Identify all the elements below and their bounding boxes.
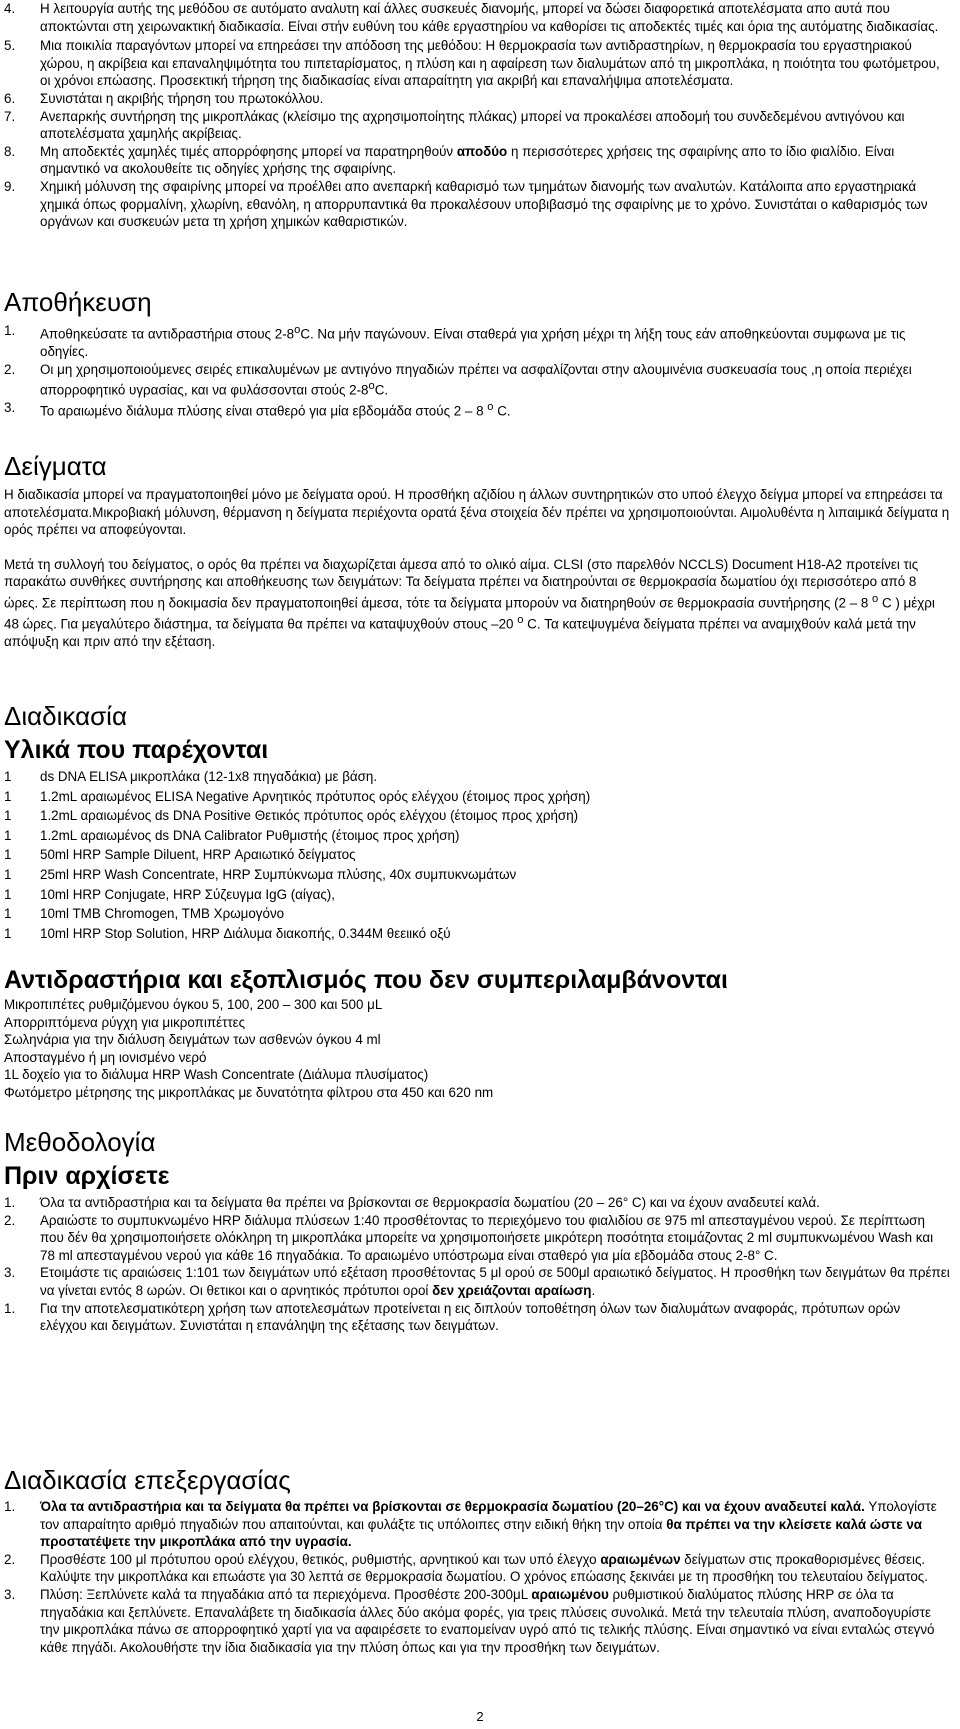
list-item: 9. Χημική μόλυνση της σφαιρίνης μπορεί να προέλθει απο ανεπαρκή καθαρισμό των τμημάτων διανομής των αναλυτών. Κατάλοιπα απο εργαστηριακά χημικά όπως φορμαλίνη, χλωρίνη, εθανόλη, η απορρυπαντικά θα προκαλέσουν υποβιβασμό της σφαιρίνης με το χρόνο. Συνιστάται ο καθαρισμός των οργάνων και συσκευών μετα τη χρήση χημικών καθαριστικών. — [4, 178, 928, 230]
list-item: 1. Αποθηκεύσατε τα αντιδραστήρια στους 2-8$^o$C. Να μήν παγώνουν. Είναι σταθερά για χρήση μέχρι τη λήξη τους εάν αποθηκεύονται συμφωνα με τις οδηγίες. — [4, 323, 906, 360]
procedure-section — [4, 702, 956, 942]
before-heading: Πριν αρχίσετε — [4, 1162, 170, 1190]
list-item: 7. Ανεπαρκής συντήρηση της μικροπλάκας (κλείσιμο της αχρησιμοποίητης πλάκας) μπορεί να προκαλέσει αποδομή του συνδεδεμένου αντιγόνου και αποτελέσματα χαμηλής ακρίβειας. — [4, 108, 905, 142]
storage-heading: Αποθήκευση — [4, 287, 152, 317]
list-item: 5. Μια ποικιλία παραγόντων μπορεί να επηρεάσει την απόδοση της μεθόδου: Η θερμοκρασία των αντιδραστηρίων, η θερμοκρασία του εργαστηριακού χώρου, η ακρίβεια και επαναληψιμότητα του πιπεταρίσματος, η πλύση και η αφαίρεση των διαλυμάτων από τη μικροπλάκα, η ποιότητα του φωτόμετρου, οι χρόνοι επώασης. Προσεκτική τήρηση της διαδικασίας είναι απαραίτητη για ακριβή και επαναλήψιμα αποτελέσματα. — [4, 38, 940, 89]
list-item: 1. Όλα τα αντιδραστήρια και τα δείγματα θα πρέπει να βρίσκονται σε θερμοκρασία δωματίου (20 – 26° C) και να έχουν αναδευτεί καλά. — [4, 1195, 820, 1210]
list-item: Αποσταγμένο ή μη ιονισμένο νερό — [4, 1049, 207, 1065]
list-item: 2. Προσθέστε 100 μl πρότυπου ορού ελέγχου, θετικός, ρυθμιστής, αρνητικού και των υπό έλεγχο αραιωμένων δείγματων στις προκαθορισμένες θέσεις. Καλύψτε την μικροπλάκα και επωάστε για 30 λεπτά σε θερμοκρασία δωματίου. Ο χρόνος επώασης ξεκινάει με τη προσθήκη του τελευταίου δείγματος. — [4, 1551, 928, 1585]
list-item: 3. Το αραιωμένο διάλυμα πλύσης είναι σταθερό για μία εβδομάδα στούς 2 – 8 $^o$ C. — [4, 400, 511, 419]
list-item: 1 50ml HRP Sample Diluent, HRP Αραιωτικό δείγματος — [4, 847, 356, 863]
list-item: 4. Η λειτουργία αυτής της μεθόδου σε αυτόματο αναλυτη καί άλλες συσκευές διανομής, μπορεί να δώσει διαφορετικά αποτελέσματα απο αυτά που αποκτώνται στη χειρωνακτική διαδικασία. Είναι στήν ευθύνη του κάθε εργαστηρίου να καθορίσει τις αποδεκτές τιμές και όρια της αυτόματης διαδικασίας. — [4, 1, 939, 34]
list-item: 1 25ml HRP Wash Concentrate, HRP Συμπύκνωμα πλύσης, 40x συμπυκνωμάτων — [4, 866, 517, 882]
list-item: 1. Όλα τα αντιδραστήρια και τα δείγματα θα πρέπει να βρίσκονται σε θερμοκρασία δωματίου (20–26°C) και να έχουν αναδευτεί καλά. Υπολογίστε τον απαραίτητο αριθμό πηγαδιών που απαιτούνται, και φυλάξτε τις υπόλοιπες στην ειδική θήκη την οποία θα πρέπει να την κλείσετε καλά ώστε να προστατέψετε την μικροπλάκα από την υγρασία. — [4, 1499, 937, 1550]
list-item: 1 1.2mL αραιωμένος ds DNA Positive Θετικός πρότυπος ορός ελέγχου (έτοιμος προς χρήση) — [4, 808, 579, 824]
list-item: 3. Ετοιμάστε τις αραιώσεις 1:101 των δειγμάτων υπό εξέταση προσθέτοντας 5 μl ορού σε 500μl αραιωτικό δείγματος. Η προσθήκη των δειγμάτων θα πρέπει να γίνεται εντός 8 ωρών. Οι θετικοι και ο αρνητικός πρότυποι οροί δεν χρειάζονται αραίωση. — [4, 1265, 950, 1298]
not-provided-section — [4, 966, 956, 1102]
list-item: 6. Συνιστάται η ακριβής τήρηση του πρωτοκόλλου. — [4, 90, 324, 106]
samples-section — [4, 452, 956, 651]
list-item: 8. Μη αποδεκτές χαμηλές τιμές απορρόφησης μπορεί να παρατηρηθούν αποδύο η περισσότερες χρήσεις της σφαιρίνης απο το ίδιο φιαλίδιο. Είναι σημαντικό να ακολουθείτε τις οδηγίες χρήσης της σφαιρίνης. — [4, 143, 895, 177]
list-item: 2. Αραιώστε το συμπυκνωμένο HRP διάλυμα πλύσεων 1:40 προσθέτοντας το περιεχόμενο του φιαλιδίου σε 975 ml απεσταγμένου νερού. Σε περίπτωση που δέν θα χρησιμοποιήσετε ολόκληρη τη μικροπλάκα μπορείτε να χρησιμοποιήσετε μικρότερη ποσότητα ετοιμάζοντας 2 ml συμπυκνωμένου Wash και 78 ml απεσταγμένου νερού για κάθε 16 πηγαδάκια. Το αραιωμένο υπόστρωμα είναι σταθερό για μία εβδομάδα στους 2-8° C. — [4, 1212, 934, 1263]
list-item: 2. Οι μη χρησιμοποιούμενες σειρές επικαλυμένων με αντιγόνο πηγαδιών πρέπει να ασφαλίζονται στην αλουμινένια συσκευασία τους ,η οποία περιέχει απορροφητικό υγρασίας, και να φυλάσσονται στούς 2-8$^o$C. — [4, 361, 912, 398]
processing-heading: Διαδικασία επεξεργασίας — [4, 1465, 291, 1495]
list-item: 1 ds DNA ELISA μικροπλάκα (12-1x8 πηγαδάκια) με βάση. — [4, 769, 378, 784]
processing-section — [4, 1466, 956, 1656]
list-item: 1 1.2mL αραιωμένος ds DNA Calibrator Ρυθμιστής (έτοιμος προς χρήση) — [4, 827, 460, 843]
list-item: 1L δοχείο για το διάλυμα HRP Wash Concentrate (Διάλυμα πλυσίματος) — [4, 1067, 429, 1083]
page-number: 2 — [476, 1709, 484, 1724]
samples-paragraph: Η διαδικασία μπορεί να πραγματοποιηθεί μόνο με δείγματα ορού. Η προσθήκη αζιδίου η άλλων συντηρητικών στο υποό έλεγχο δείγμα μπορεί να επηρεάσει τα αποτελέσματα.Μικροβιακή μόλυνση, θέρμανση η δείγματα περιέχοντα ορατά ξένα στοιχεία δέν πρέπει να χρησιμοποιούνται. Αιμολυθέντα η λιπαιμικά δείγματα η ορός πρέπει να αποφεύγονται. — [4, 487, 950, 538]
list-item: 1 1.2mL αραιωμένος ELISA Negative Αρνητικός πρότυπος ορός ελέγχου (έτοιμος προς χρήση) — [4, 788, 591, 804]
materials-heading: Υλικά που παρέχονται — [4, 736, 269, 764]
list-item: Σωληνάρια για την διάλυση δειγμάτων των ασθενών όγκου 4 ml — [4, 1032, 381, 1048]
methodology-heading: Μεθοδολογία — [4, 1127, 156, 1157]
list-item: Φωτόμετρο μέτρησης της μικροπλάκας με δυνατότητα φίλτρου στα 450 και 620 nm — [4, 1084, 494, 1100]
storage-section — [4, 288, 956, 420]
list-item: Μικροπιπέτες ρυθμιζόμενου όγκου 5, 100, 200 – 300 και 500 μL — [4, 997, 383, 1012]
list-item: 1 10ml HRP Stop Solution, HRP Διάλυμα διακοπής, 0.344M θεειικό οξύ — [4, 925, 451, 941]
samples-heading: Δείγματα — [4, 451, 107, 481]
procedure-heading: Διαδικασία — [4, 701, 127, 731]
samples-paragraph: Μετά τη συλλογή του δείγματος, ο ορός θα πρέπει να διαχωρίζεται άμεσα από το ολικό αίμα. CLSI (στο παρελθόν NCCLS) Document H18-A2 προτείνει τις παρακάτω συνθήκες συντήρησης και αποθήκευσης των δειγμάτων: Τα δείγματα πρέπει να διατηρούνται σε θερμοκρασία δωματίου όχι περισσότερο από 8 ώρες. Σε περίπτωση που η δοκιμασία δεν πραγματοποιηθεί άμεσα, τότε τα δείγματα μπορούν να διατηρηθούν σε θερμοκρασία συντήρησης (2 – 8 $^o$ C ) μέχρι 48 ώρες. Για μεγαλύτερο διάστημα, τα δείγματα θα πρέπει να καταψυχθούν στους –20 $^o$ C. Τα κατεψυγμένα δείγματα πρέπει να αναμιχθούν καλά μετά την απόψυξη και πριν από την εξέταση. — [4, 556, 935, 650]
list-item: 1 10ml TMB Chromogen, TMB Χρωμογόνο — [4, 906, 285, 922]
methodology-section — [4, 1128, 956, 1335]
list-item: 1. Για την αποτελεσματικότερη χρήση των αποτελεσμάτων προτείνεται η εις διπλούν τοποθέτηση όλων των διαλυμάτων αναφοράς, πρότυπων ορών ελέγχου και δειγμάτων. Συνιστάται η επανάληψη της εξέτασης των δειγμάτων. — [4, 1300, 901, 1334]
list-item: 3. Πλύση: Ξεπλύνετε καλά τα πηγαδάκια από τα περιεχόμενα. Προσθέστε 200-300μL αραιωμένου ρυθμιστικού διαλύματος πλύσης HRP σε όλα τα πηγαδάκια και ξεπλύνετε. Επαναλάβετε τη διαδικασία άλλες δύο ακόμα φορές, για τρεις πλύσεις συνολικά. Μετά την τελευταία πλύση, αναποδογυρίστε την μικροπλάκα πάνω σε απορροφητικό χαρτί για να αφαιρέσετε το εναπομείναν υγρό από τις τελικής πλύσης. Είναι σημαντικό να είναι ενταλώς στεγνό κάθε πηγάδι. Ακολουθήστε την ίδια διαδικασία για την πλύση όπως και για την προσθήκη των δειγμάτων. — [4, 1586, 935, 1655]
list-item: Απορριπτόμενα ρύγχη για μικροπιπέττες — [4, 1014, 246, 1030]
materials-list — [4, 768, 956, 942]
list-item: 1 10ml HRP Conjugate, HRP Σύζευγμα IgG (αίγας), — [4, 886, 335, 902]
intro-list — [4, 0, 956, 231]
not-provided-heading: Αντιδραστήρια και εξοπλισμός που δεν συμπεριλαμβάνονται — [4, 966, 728, 994]
